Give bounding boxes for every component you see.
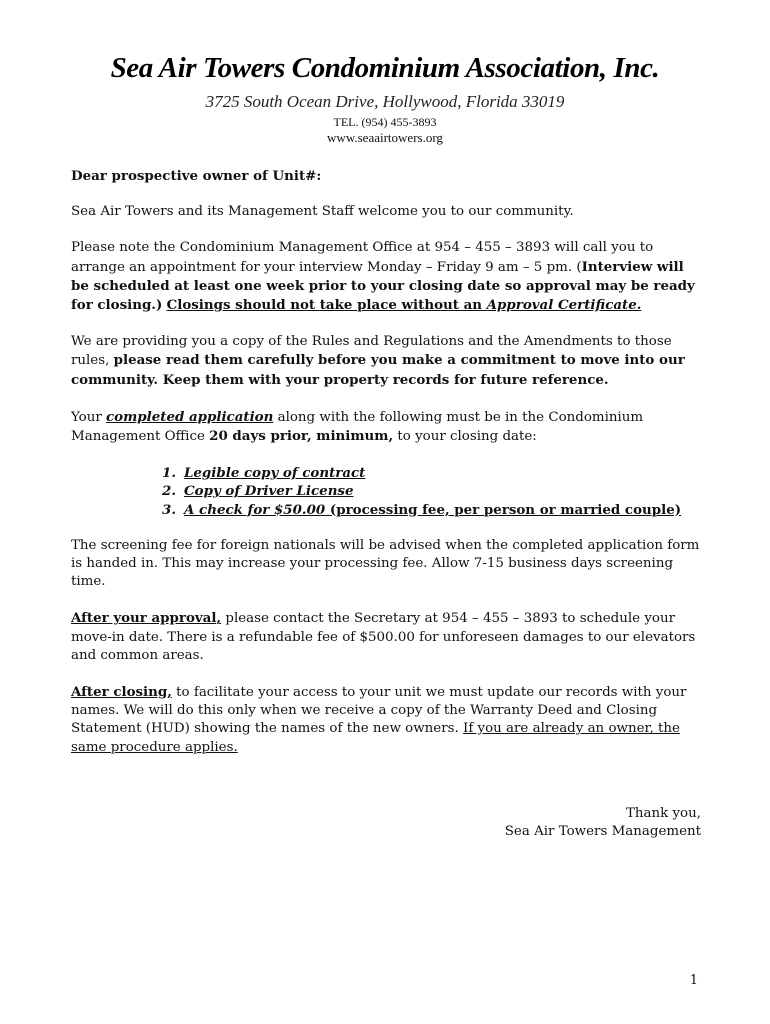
requirement-text: Legible copy of contract bbox=[184, 465, 366, 482]
list-number: 2. bbox=[162, 483, 176, 500]
application-tail: to your closing date: bbox=[393, 429, 537, 445]
thank-you: Thank you, bbox=[625, 805, 701, 821]
requirement-extra: (processing fee, per person or married couple) bbox=[325, 501, 682, 518]
closings-warning bbox=[167, 297, 642, 313]
list-number: 3. bbox=[162, 501, 176, 518]
list-item bbox=[162, 501, 701, 519]
rules-text: We are providing you a copy of the Rules and Regulations and the Amendments to those rules, bbox=[71, 334, 672, 369]
application-paragraph bbox=[71, 408, 701, 446]
approval-certificate-text: Approval Certificate. bbox=[486, 297, 642, 314]
days-prior-text: 20 days prior, minimum, bbox=[209, 428, 394, 445]
association-telephone: TEL. (954) 455-3893 bbox=[333, 115, 437, 129]
approval-paragraph bbox=[71, 609, 701, 665]
after-closing-label: After closing, bbox=[71, 684, 172, 701]
list-number: 1. bbox=[162, 465, 176, 482]
salutation: Dear prospective owner of Unit#: bbox=[71, 168, 322, 184]
list-item bbox=[162, 482, 701, 500]
association-title: Sea Air Towers Condominium Association, Inc. bbox=[110, 52, 660, 84]
existing-owner-note: If you are already an owner, the same procedure applies. bbox=[71, 721, 680, 755]
page-number: 1 bbox=[689, 973, 698, 988]
requirement-text: A check for $50.00 bbox=[184, 501, 326, 518]
welcome-paragraph: Sea Air Towers and its Management Staff welcome you to our community. bbox=[71, 204, 574, 220]
list-item bbox=[162, 464, 701, 482]
interview-bold-text: Interview will be scheduled at least one week prior to your closing date so approval may be ready for closing.) bbox=[71, 258, 695, 314]
screening-paragraph: The screening fee for foreign nationals will be advised when the completed application form is handed in. This may increase your processing fee. Allow 7-15 business days screening time. bbox=[71, 537, 700, 590]
rules-bold-text: please read them carefully before you make a commitment to move into our community. Keep them with your property records for future reference. bbox=[71, 352, 685, 388]
closings-warning-text: Closings should not take place without an bbox=[166, 297, 487, 314]
requirement-text: Copy of Driver License bbox=[184, 483, 354, 500]
rules-paragraph bbox=[71, 333, 701, 390]
letter-body bbox=[71, 167, 701, 841]
after-approval-label: After your approval, bbox=[71, 610, 222, 627]
association-website[interactable]: www.seaairtowers.org bbox=[327, 130, 443, 145]
closing-paragraph bbox=[71, 683, 701, 757]
approval-text: please contact the Secretary at 954 – 455 – 3893 to schedule your move-in date. There is a refundable fee of $500.00 for unforeseen damages to our elevators and common areas. bbox=[71, 611, 696, 663]
association-address: 3725 South Ocean Drive, Hollywood, Florida 33019 bbox=[205, 92, 565, 111]
interview-paragraph bbox=[71, 239, 701, 315]
closing-text: to facilitate your access to your unit we must update our records with your names. We will do this only when we receive a copy of the Warranty Deed and Closing Statement (HUD) showing the names of the new owners. bbox=[71, 685, 687, 737]
requirements-list bbox=[71, 464, 701, 519]
application-lead: Your bbox=[71, 409, 107, 425]
application-mid: along with the following must be in the Condominium Management Office bbox=[71, 409, 644, 445]
interview-text: Please note the Condominium Management Office at 954 – 455 – 3893 will call you to arrange an appointment for your interview Monday – Friday 9 am – 5 pm. ( bbox=[71, 240, 654, 275]
signature: Sea Air Towers Management bbox=[504, 824, 701, 840]
completed-application-text: completed application bbox=[106, 408, 274, 425]
